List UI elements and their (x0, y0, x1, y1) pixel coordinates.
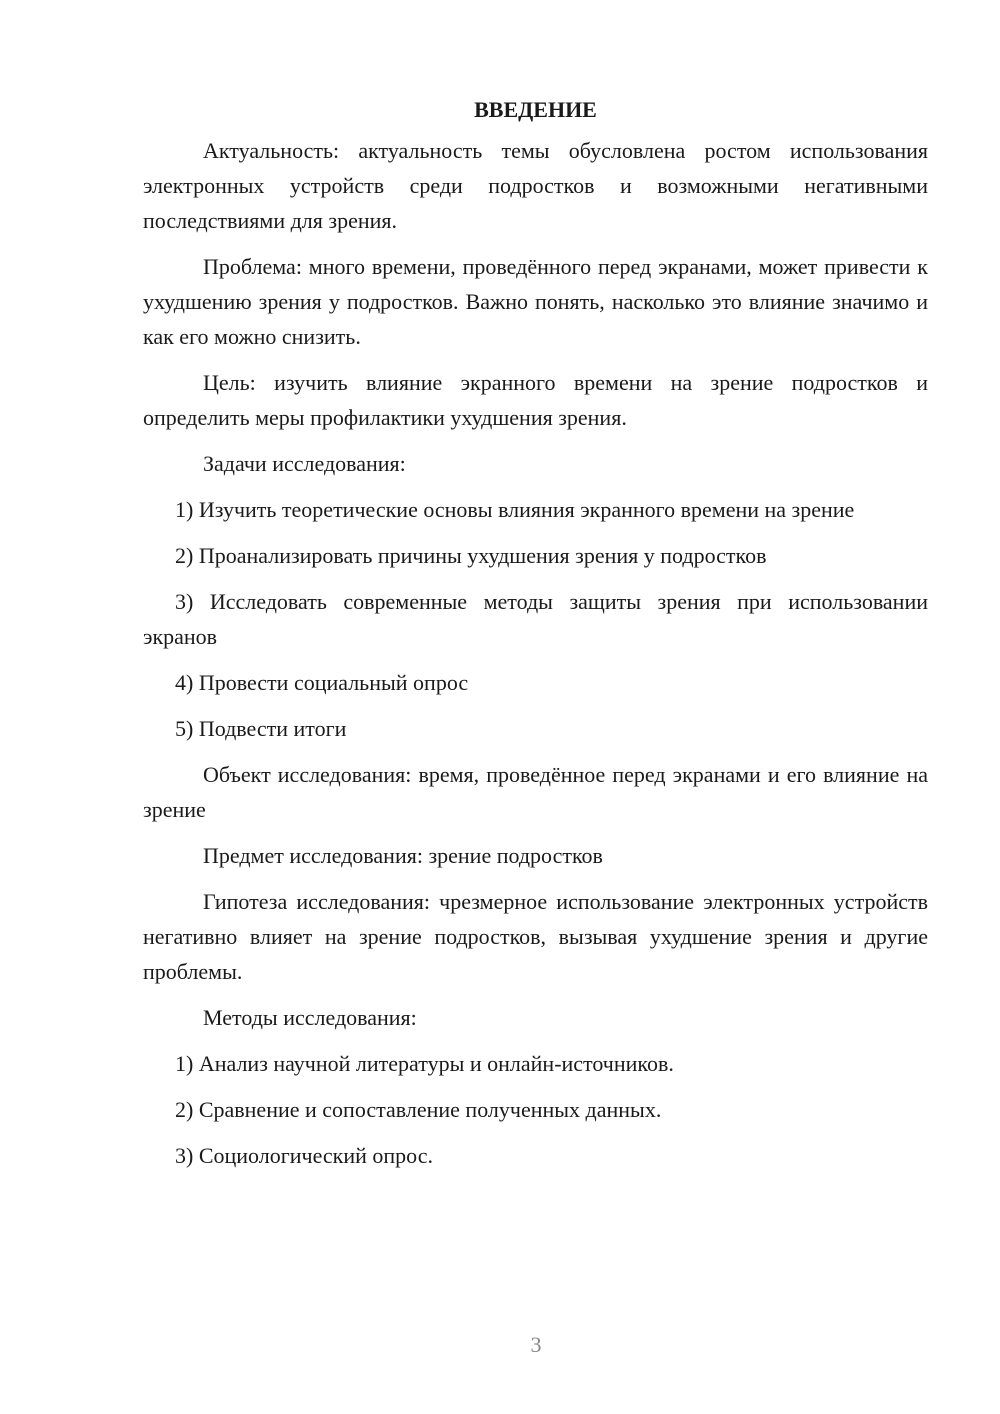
section-title: ВВЕДЕНИЕ (474, 97, 597, 122)
paragraph-relevance: Актуальность: актуальность темы обусловлена ростом использования электронных устройств среди подростков и возможными негативными последствиями для зрения. (143, 138, 928, 233)
list-item-task-1: 1) Изучить теоретические основы влияния экранного времени на зрение (175, 497, 855, 522)
list-item-task-2: 2) Проанализировать причины ухудшения зрения у подростков (175, 543, 767, 568)
list-item-method-1: 1) Анализ научной литературы и онлайн-источников. (175, 1051, 674, 1076)
list-item-task-4: 4) Провести социальный опрос (175, 670, 469, 695)
paragraph-subject: Предмет исследования: зрение подростков (203, 843, 603, 868)
paragraph-tasks-heading: Задачи исследования: (203, 451, 406, 476)
page-number: 3 (530, 1332, 542, 1357)
paragraph-goal: Цель: изучить влияние экранного времени на зрение подростков и определить меры профилактики ухудшения зрения. (143, 370, 928, 430)
paragraph-object: Объект исследования: время, проведённое перед экранами и его влияние на зрение (143, 762, 928, 822)
list-item-task-5: 5) Подвести итоги (175, 716, 347, 741)
paragraph-hypothesis: Гипотеза исследования: чрезмерное использование электронных устройств негативно влияет на зрение подростков, вызывая ухудшение зрения и другие проблемы. (143, 889, 928, 984)
list-item-task-3: 3) Исследовать современные методы защиты зрения при использовании экранов (143, 589, 928, 649)
page-content (143, 92, 928, 1184)
list-item-method-3: 3) Социологический опрос. (175, 1143, 433, 1168)
paragraph-methods-heading: Методы исследования: (203, 1005, 417, 1030)
paragraph-problem: Проблема: много времени, проведённого перед экранами, может привести к ухудшению зрения у подростков. Важно понять, насколько это влияние значимо и как его можно снизить. (143, 254, 928, 349)
list-item-method-2: 2) Сравнение и сопоставление полученных данных. (175, 1097, 662, 1122)
